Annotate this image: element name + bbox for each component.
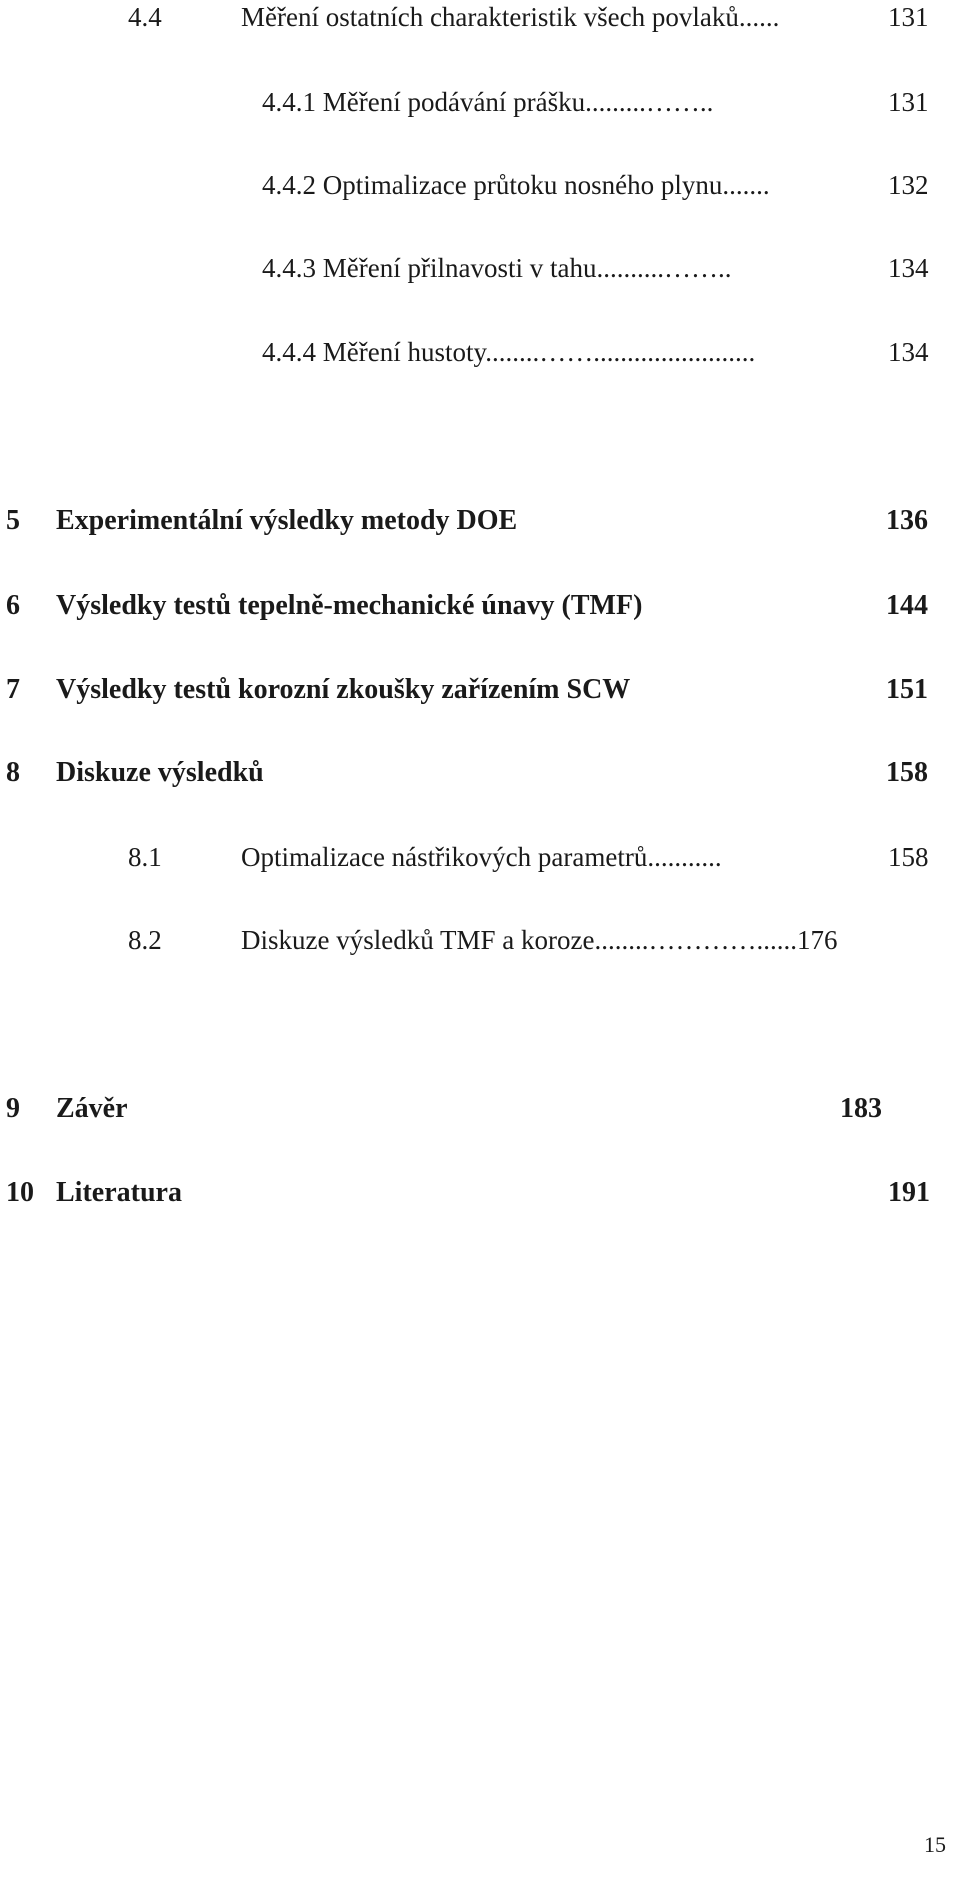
- toc-page-number: 134: [888, 337, 929, 367]
- toc-page-number: 158: [886, 757, 928, 788]
- toc-title: Závěr: [56, 1093, 128, 1124]
- toc-number: 8.2: [128, 925, 162, 955]
- toc-title: Experimentální výsledky metody DOE: [56, 505, 518, 536]
- toc-chapter-7: [0, 676, 960, 710]
- toc-page-number: 134: [888, 253, 929, 283]
- toc-page-number: 176: [796, 925, 838, 955]
- toc-page-number: 144: [886, 590, 928, 621]
- toc-number: 10: [6, 1177, 34, 1208]
- toc-number: 6: [6, 590, 20, 621]
- toc-title: 4.4.2 Optimalizace průtoku nosného plynu.......: [262, 170, 770, 200]
- toc-title: Výsledky testů tepelně-mechanické únavy (TMF): [56, 590, 643, 621]
- toc-leader: ...........: [647, 842, 722, 872]
- toc-title: 4.4.1 Měření podávání prášku.........……..: [262, 87, 714, 117]
- toc-page-number: 191: [888, 1177, 930, 1208]
- toc-entry-4-4-1: [0, 89, 960, 121]
- toc-title: 4.4.3 Měření přilnavosti v tahu..........……..: [262, 253, 732, 283]
- toc-title: Měření ostatních charakteristik všech povlaků......: [241, 2, 780, 32]
- toc-entry-4-4-3: [0, 255, 960, 287]
- toc-entry-4-4-4: [0, 339, 960, 371]
- toc-title-text: Diskuze výsledků TMF a koroze: [241, 925, 595, 955]
- toc-number: 9: [6, 1093, 20, 1124]
- toc-chapter-8: [0, 759, 960, 793]
- toc-title: 4.4.4 Měření hustoty........……........................: [262, 337, 756, 367]
- toc-chapter-5: [0, 507, 960, 541]
- toc-entry-4-4: [0, 4, 960, 36]
- toc-title: Literatura: [56, 1177, 182, 1208]
- toc-page-number: 132: [888, 170, 929, 200]
- toc-title: Diskuze výsledků: [56, 757, 264, 788]
- toc-page-number: 151: [886, 674, 928, 705]
- toc-chapter-9: [0, 1095, 960, 1129]
- toc-title: Výsledky testů korozní zkoušky zařízením SCW: [56, 674, 631, 705]
- toc-page-number: 183: [840, 1093, 882, 1124]
- toc-page-number: 131: [888, 87, 929, 117]
- toc-title: [241, 927, 837, 954]
- toc-leader: ........…………......: [594, 925, 797, 955]
- toc-number: 5: [6, 505, 20, 536]
- toc-number: 8: [6, 757, 20, 788]
- toc-title: [241, 844, 722, 871]
- toc-page-number: 131: [888, 2, 929, 32]
- toc-number: 8.1: [128, 842, 162, 872]
- toc-chapter-10: [0, 1179, 960, 1213]
- toc-chapter-6: [0, 592, 960, 626]
- toc-page-number: 136: [886, 505, 928, 536]
- toc-page-number: 158: [888, 842, 929, 872]
- toc-title-text: Optimalizace nástřikových parametrů: [241, 842, 648, 872]
- toc-number: 7: [6, 674, 20, 705]
- toc-entry-8-1: [0, 844, 960, 876]
- toc-entry-8-2: [0, 927, 960, 959]
- page-footer-number: 15: [924, 1832, 946, 1857]
- toc-entry-4-4-2: [0, 172, 960, 204]
- toc-number: 4.4: [128, 2, 162, 32]
